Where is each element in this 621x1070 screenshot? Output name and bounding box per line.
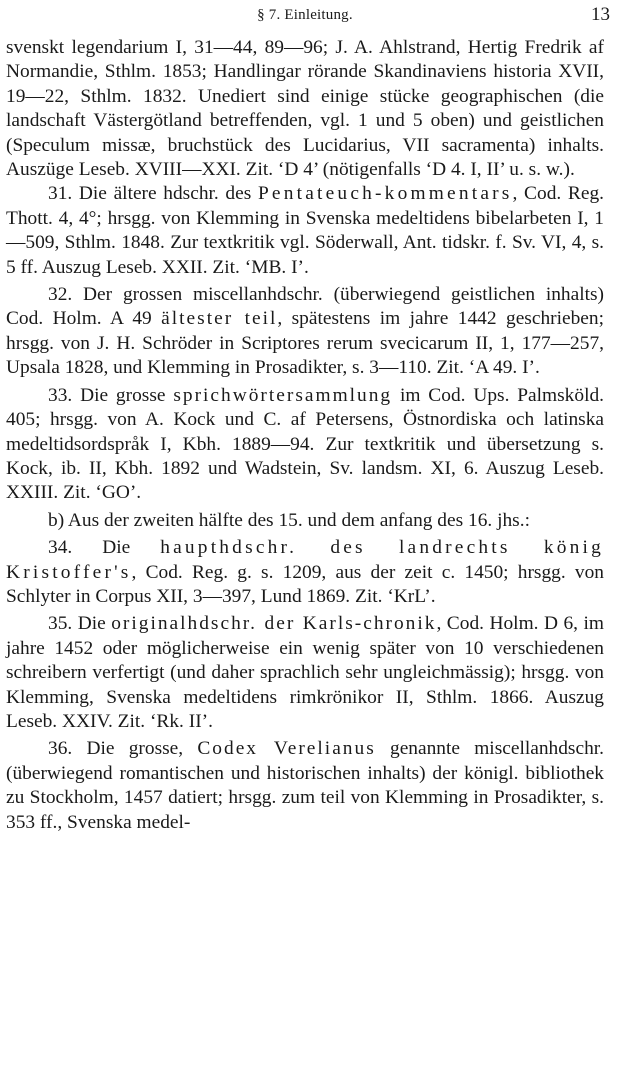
paragraph-section-b: b) Aus der zweiten hälfte des 15. und dem anfang des 16. jhs.:	[48, 509, 530, 531]
paragraph-35	[6, 612, 604, 734]
running-title: § 7. Einleitung.	[257, 7, 353, 23]
paragraph-36	[6, 737, 604, 835]
paragraph-32-spaced-title: ältester teil	[161, 308, 278, 330]
paragraph-36-rest: genannte miscellanhdschr. (überwiegend romantischen und historischen inhalts) der königl. bibliothek zu Stockholm, 1457 datiert; hrsgg. zum teil von Klemming in Prosadikter, s. 353 ff., Svenska medel-	[6, 738, 605, 833]
paragraph-34	[6, 536, 604, 609]
paragraph-33-rest: im Cod. Ups. Palmsköld. 405; hrsgg. von A. Kock und C. af Petersens, Östnordiska och latinska medeltidsordspråk I, Kbh. 1889—94. Zur textkritik und übersetzung s. Kock, ib. II, Kbh. 1892 und Wadstein, Sv. landsm. XI, 6. Auszug Leseb. XXIII. Zit. ‘GO’.	[6, 384, 605, 504]
paragraph-33-spaced-title: sprichwörtersammlung	[173, 384, 393, 406]
paragraph-31-rest: , Cod. Reg. Thott. 4, 4°; hrsgg. von Klemming in Svenska medeltidens bibelarbeten I, 1—509, Sthlm. 1848. Zur textkritik vgl. Söderwall, Ant. tidskr. f. Sv. VI, 4, s. 5 ff. Auszug Leseb. XXII. Zit. ‘MB. I’.	[6, 183, 604, 278]
book-page	[6, 0, 610, 1070]
body-text	[6, 36, 604, 835]
paragraph-31-spaced-title: Pentateuch-kommentars	[257, 183, 513, 205]
paragraph-33	[6, 384, 604, 506]
paragraph-34-rest: , Cod. Reg. g. s. 1209, aus der zeit c. 1450; hrsgg. von Schlyter in Corpus XII, 3—397, Lund 1869. Zit. ‘KrL’.	[6, 561, 604, 607]
paragraph-32	[6, 283, 604, 381]
paragraph-36-spaced-title: Codex Verelianus	[197, 738, 376, 760]
paragraph-35-rest: , Cod. Holm. D 6, im jahre 1452 oder möglicherweise ein wenig später von 10 verschiedenen schreibern verfertigt (und daher sprachlich sehr ungleichmässig); hrsgg. von Klemming, Svenska medeltidens rimkrönikor II, Sthlm. 1866. Auszug Leseb. XXIV. Zit. ‘Rk. II’.	[6, 613, 604, 732]
paragraph-33-lead: 33. Die grosse	[48, 384, 174, 406]
page-number: 13	[591, 4, 610, 25]
paragraph-31	[6, 182, 604, 280]
paragraph-32-rest: , spätestens im jahre 1442 geschrieben; hrsgg. von J. H. Schröder in Scriptores rerum svecicarum II, 1, 177—257, Upsala 1828, und Klemming in Prosadikter, s. 3—110. Zit. ‘A 49. I’.	[6, 308, 604, 379]
paragraph-32-lead: 32. Der grossen miscellanhdschr. (überwiegend geistlichen inhalts) Cod. Holm. A 49	[6, 284, 604, 330]
paragraph-35-spaced-title: originalhdschr. der Karls-chronik	[111, 613, 437, 635]
paragraph-31-lead: 31. Die ältere hdschr. des	[48, 183, 258, 205]
paragraph-35-lead: 35. Die	[48, 613, 112, 635]
paragraph-34-lead: 34. Die	[48, 537, 161, 559]
paragraph-continuation: svenskt legendarium I, 31—44, 89—96; J. A. Ahlstrand, Hertig Fredrik af Normandie, Sthlm. 1853; Handlingar rörande Skandinaviens historia XVII, 19—22, Sthlm. 1832. Unediert sind einige stücke geographischen (die landschaft Västergötland betreffenden, vgl. 1 und 5 oben) und geistlichen (Speculum missæ, bruchstück des Lucidarius, VII sacramenta) inhalts. Auszüge Leseb. XVIII—XXI. Zit. ‘D 4’ (nötigenfalls ‘D 4. I, II’ u. s. w.).	[6, 37, 604, 181]
running-head	[6, 0, 610, 30]
paragraph-34-spaced-title: haupthdschr. des landrechts könig Kristoffer's	[6, 537, 604, 583]
paragraph-36-lead: 36. Die grosse,	[48, 738, 198, 760]
